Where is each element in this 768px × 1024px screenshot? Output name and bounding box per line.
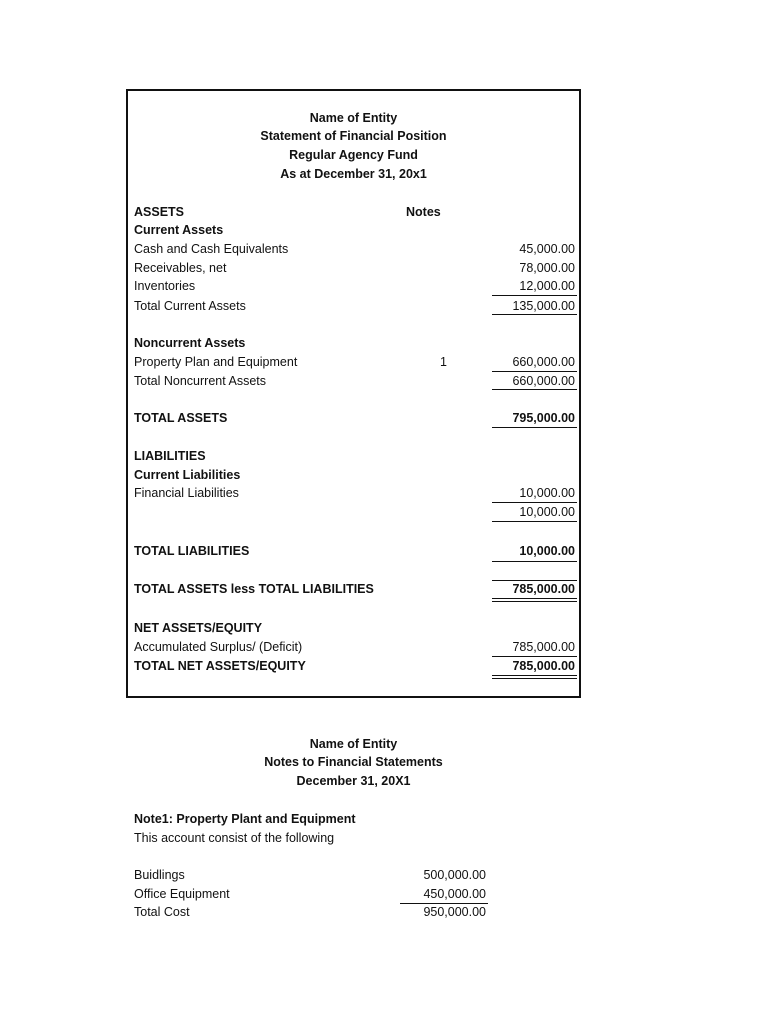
cash-label: Cash and Cash Equivalents xyxy=(134,242,289,256)
ppe-value: 660,000.00 xyxy=(512,355,575,369)
notes-entity: Name of Entity xyxy=(309,737,398,751)
total-cost-value: 950,000.00 xyxy=(423,905,486,919)
rule-current-assets xyxy=(492,295,577,296)
total-noncurrent-assets-label: Total Noncurrent Assets xyxy=(134,374,267,388)
statement-entity: Name of Entity xyxy=(309,111,398,125)
rule-noncurrent xyxy=(492,371,577,372)
total-liabilities-value: 10,000.00 xyxy=(519,544,575,558)
total-noncurrent-assets-value: 660,000.00 xyxy=(512,374,575,388)
rule-noncurrent-total xyxy=(492,389,577,390)
current-liabilities-subtotal: 10,000.00 xyxy=(519,505,575,519)
liabilities-heading: LIABILITIES xyxy=(134,449,206,463)
rule-total-net-double-2 xyxy=(492,678,577,679)
total-current-assets-label: Total Current Assets xyxy=(134,299,246,313)
rule-liabilities-subtotal xyxy=(492,521,577,522)
rule-total-assets xyxy=(492,427,577,428)
total-net-assets-label: TOTAL NET ASSETS/EQUITY xyxy=(134,659,306,673)
inventories-value: 12,000.00 xyxy=(519,279,575,293)
accumulated-surplus-label: Accumulated Surplus/ (Deficit) xyxy=(134,640,303,654)
statement-date: As at December 31, 20x1 xyxy=(280,167,427,181)
cash-value: 45,000.00 xyxy=(519,242,575,256)
total-assets-label: TOTAL ASSETS xyxy=(134,411,228,425)
total-assets-value: 795,000.00 xyxy=(512,411,575,425)
total-current-assets-value: 135,000.00 xyxy=(512,299,575,313)
receivables-label: Receivables, net xyxy=(134,261,227,275)
rule-financial-liabilities xyxy=(492,502,577,503)
buildings-value: 500,000.00 xyxy=(423,868,486,882)
accumulated-surplus-value: 785,000.00 xyxy=(512,640,575,654)
net-assets-heading: NET ASSETS/EQUITY xyxy=(134,621,263,635)
ppe-label: Property Plan and Equipment xyxy=(134,355,298,369)
financial-liabilities-value: 10,000.00 xyxy=(519,486,575,500)
buildings-label: Buidlings xyxy=(134,868,185,882)
statement-fund: Regular Agency Fund xyxy=(289,148,418,162)
current-assets-heading: Current Assets xyxy=(134,223,224,237)
office-equipment-value: 450,000.00 xyxy=(423,887,486,901)
receivables-value: 78,000.00 xyxy=(519,261,575,275)
rule-current-assets-total xyxy=(492,314,577,315)
inventories-label: Inventories xyxy=(134,279,196,293)
assets-heading: ASSETS xyxy=(134,205,185,219)
note1-heading: Note1: Property Plant and Equipment xyxy=(134,812,356,826)
assets-less-liabilities-label: TOTAL ASSETS less TOTAL LIABILITIES xyxy=(134,582,374,596)
notes-date: December 31, 20X1 xyxy=(296,774,411,788)
rule-net-double-2 xyxy=(492,601,577,602)
rule-net-double-1 xyxy=(492,598,577,599)
current-liabilities-heading: Current Liabilities xyxy=(134,468,241,482)
rule-total-liabilities xyxy=(492,561,577,562)
note1-description: This account consist of the following xyxy=(134,831,335,845)
total-liabilities-label: TOTAL LIABILITIES xyxy=(134,544,250,558)
notes-title: Notes to Financial Statements xyxy=(264,755,443,769)
office-equipment-label: Office Equipment xyxy=(134,887,230,901)
total-cost-label: Total Cost xyxy=(134,905,190,919)
rule-surplus xyxy=(492,656,577,657)
ppe-note-ref: 1 xyxy=(440,355,447,369)
rule-total-net-double-1 xyxy=(492,675,577,676)
assets-less-liabilities-value: 785,000.00 xyxy=(512,582,575,596)
noncurrent-assets-heading: Noncurrent Assets xyxy=(134,336,246,350)
statement-title: Statement of Financial Position xyxy=(260,129,447,143)
financial-liabilities-label: Financial Liabilities xyxy=(134,486,239,500)
total-net-assets-value: 785,000.00 xyxy=(512,659,575,673)
notes-heading: Notes xyxy=(406,205,441,219)
